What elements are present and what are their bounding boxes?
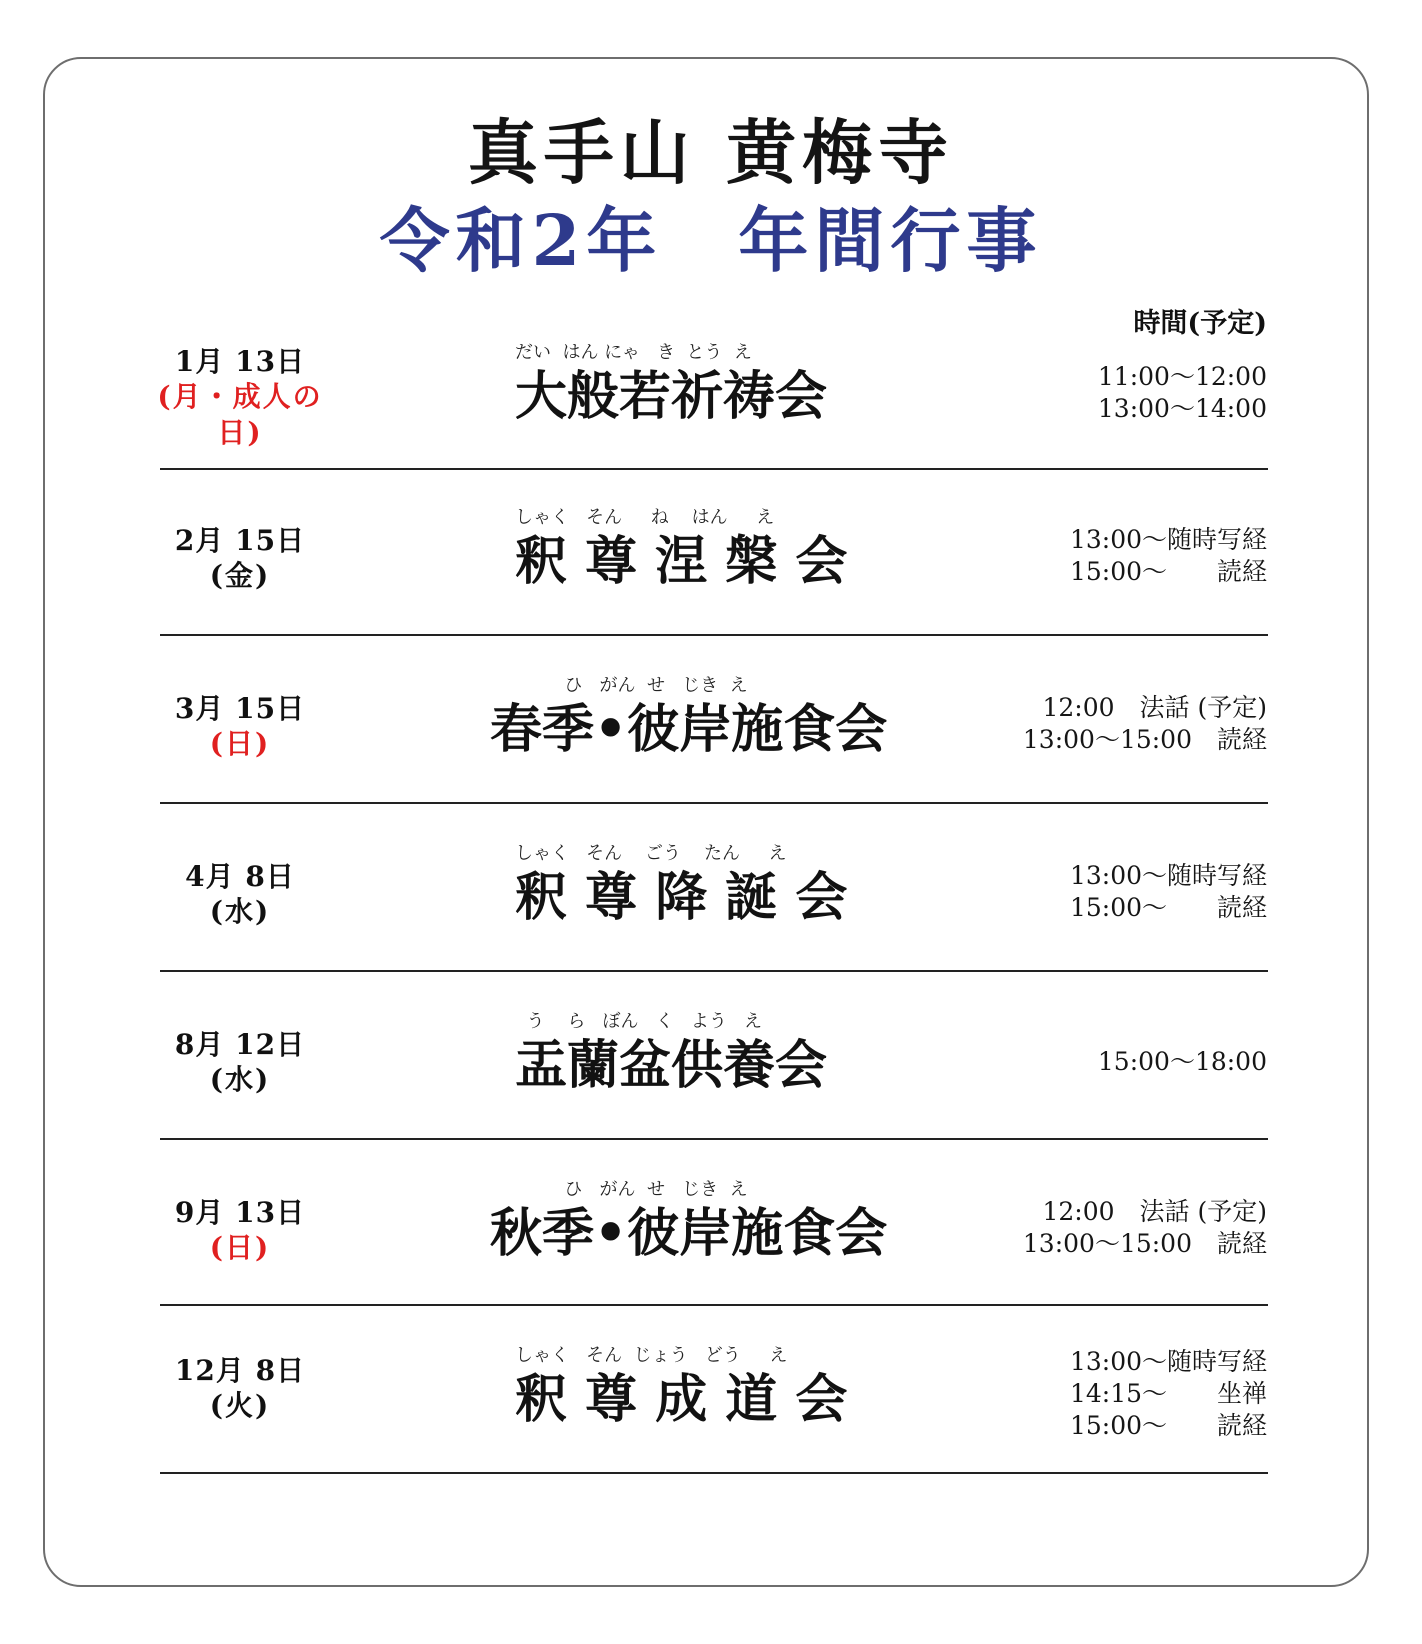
event-times	[907, 860, 1267, 924]
event-name: 釈 尊 成 道 会	[515, 1369, 848, 1430]
event-times	[907, 524, 1267, 588]
event-date	[155, 1196, 325, 1266]
event-name: 秋季•彼岸施食会	[490, 1203, 888, 1264]
event-time-line: 13:00〜随時写経	[1069, 861, 1267, 890]
event-name: 釈 尊 降 誕 会	[515, 867, 848, 928]
event-date	[155, 860, 325, 930]
event-row	[0, 636, 1422, 804]
event-row	[0, 804, 1422, 972]
event-date-text: 1月 13日	[174, 345, 306, 378]
event-times	[907, 1196, 1267, 1260]
event-times	[907, 307, 1267, 425]
event-title-block	[515, 506, 975, 594]
event-weekday: (月・成人の日)	[157, 380, 323, 449]
annual-events-subtitle: 令和2年 年間行事	[379, 199, 1043, 282]
event-date-text: 2月 15日	[174, 524, 306, 557]
event-date-text: 12月 8日	[174, 1354, 306, 1387]
row-divider	[160, 1472, 1268, 1474]
event-weekday: (水)	[209, 895, 271, 928]
time-column-header: 時間(予定)	[1133, 308, 1267, 339]
event-time-line: 12:00 法話 (予定)	[1042, 1197, 1267, 1226]
event-row	[0, 468, 1422, 636]
event-title-block	[490, 1178, 950, 1266]
event-date	[155, 1028, 325, 1098]
event-weekday: (火)	[209, 1389, 271, 1422]
event-title-block	[515, 1010, 975, 1098]
event-times	[907, 1046, 1267, 1078]
event-furigana: しゃく そん ごう たん え	[515, 843, 787, 864]
event-weekday: (日)	[209, 1231, 271, 1264]
event-time-line: 13:00〜随時写経	[1069, 1347, 1267, 1376]
event-furigana: ひ がん せ じき え	[490, 675, 748, 696]
event-time-line: 15:00〜 読経	[1069, 893, 1267, 922]
event-name: 大般若祈祷会	[515, 366, 828, 427]
event-furigana: だい はん にゃ き とう え	[515, 342, 752, 363]
event-date	[155, 1354, 325, 1424]
event-furigana: しゃく そん じょう どう え	[515, 1345, 788, 1366]
event-time-line: 13:00〜15:00 読経	[1022, 1229, 1267, 1258]
event-weekday: (水)	[209, 1063, 271, 1096]
event-date	[155, 692, 325, 762]
event-date-text: 4月 8日	[185, 860, 295, 893]
event-title-block	[515, 842, 975, 930]
event-date-text: 9月 13日	[174, 1196, 306, 1229]
event-furigana: しゃく そん ね はん え	[515, 507, 775, 528]
event-date-text: 3月 15日	[174, 692, 306, 725]
event-date-text: 8月 12日	[174, 1028, 306, 1061]
event-title-block	[515, 1344, 975, 1432]
event-weekday: (日)	[209, 727, 271, 760]
event-row	[0, 293, 1422, 470]
event-name: 春季•彼岸施食会	[490, 699, 888, 760]
event-title-block	[490, 674, 950, 762]
event-row	[0, 1306, 1422, 1474]
event-time-line: 13:00〜15:00 読経	[1022, 725, 1267, 754]
event-furigana: う ら ぼん く よう え	[515, 1011, 762, 1032]
event-name: 釈 尊 涅 槃 会	[515, 531, 848, 592]
event-time-line: 15:00〜18:00	[1097, 1047, 1267, 1076]
event-times	[907, 692, 1267, 756]
event-title-block	[515, 341, 975, 429]
event-time-line: 15:00〜 読経	[1069, 557, 1267, 586]
event-date	[155, 345, 325, 451]
event-row	[0, 1140, 1422, 1306]
event-name: 盂蘭盆供養会	[515, 1035, 828, 1096]
event-times	[907, 1346, 1267, 1442]
event-time-line: 13:00〜随時写経	[1069, 525, 1267, 554]
event-row	[0, 972, 1422, 1140]
event-time-line: 13:00〜14:00	[1097, 394, 1267, 423]
temple-name-title: 真手山 黄梅寺	[467, 111, 955, 194]
event-time-line: 14:15〜 坐禅	[1069, 1379, 1267, 1408]
event-time-line: 12:00 法話 (予定)	[1042, 693, 1267, 722]
event-time-line: 15:00〜 読経	[1069, 1411, 1267, 1440]
event-date	[155, 524, 325, 594]
event-furigana: ひ がん せ じき え	[490, 1179, 748, 1200]
event-weekday: (金)	[209, 559, 271, 592]
event-time-line: 11:00〜12:00	[1097, 362, 1267, 391]
